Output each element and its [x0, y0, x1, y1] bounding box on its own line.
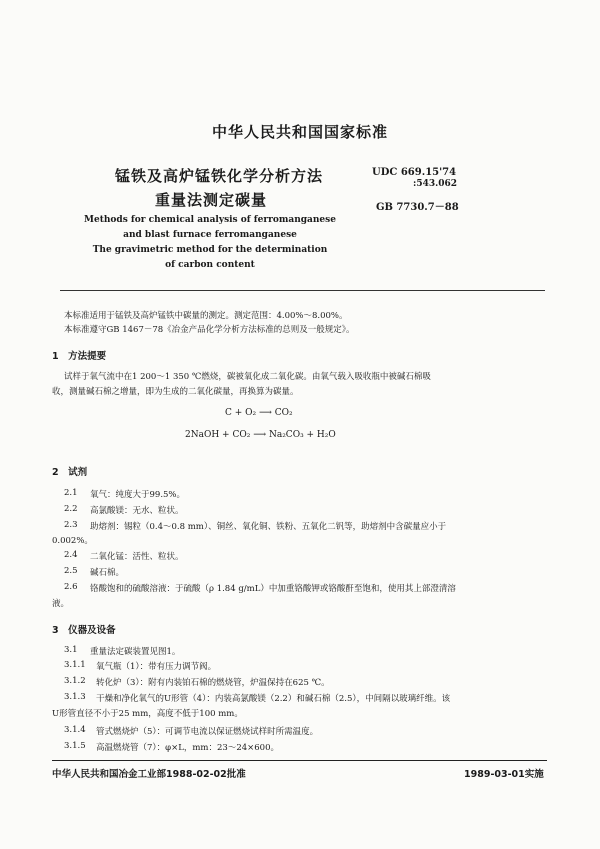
apparatus-item-text: 高温燃烧管（7）：φ×L，mm：23～24×600。: [96, 743, 279, 753]
apparatus-item-text: 重量法定碳装置见图1。: [90, 647, 181, 657]
section-heading-principle: 1 方法提要: [52, 351, 107, 362]
section-heading-reagents: 2 试剂: [52, 467, 88, 478]
reagent-item-text: 二氧化锰：活性、粒状。: [90, 552, 184, 562]
approval-statement: 中华人民共和国冶金工业部1988-02-02批准: [52, 769, 246, 780]
implementation-date: 1989-03-01实施: [464, 769, 544, 780]
apparatus-item-text: 干燥和净化氧气的U形管（4）：内装高氯酸镁（2.2）和碱石棉（2.5），中间隔以玻璃纤维。该: [96, 694, 451, 704]
udc-code-continued: :543.062: [413, 179, 458, 189]
reagent-item-number: 2.4: [64, 550, 78, 560]
apparatus-item-number: 3.1.3: [64, 692, 86, 702]
english-title-line: of carbon content: [165, 260, 255, 270]
footer-divider: [52, 760, 547, 761]
scope-paragraph: 本标准适用于锰铁及高炉锰铁中碳量的测定。测定范围：4.00%～8.00%。: [64, 311, 348, 321]
reagent-item-number: 2.6: [64, 582, 78, 592]
section-heading-apparatus: 3 仪器及设备: [52, 625, 116, 636]
header-divider: [60, 290, 545, 291]
english-title-line: and blast furnace ferromanganese: [123, 230, 297, 240]
reagent-item-text: 0.002%。: [52, 536, 93, 546]
apparatus-item-number: 3.1.5: [64, 741, 86, 751]
principle-text: 收，测量碱石棉之增量，即为生成的二氧化碳量，再换算为碳量。: [52, 387, 299, 397]
udc-code: UDC 669.15'74: [372, 167, 457, 178]
english-title-line: The gravimetric method for the determination: [92, 245, 328, 255]
principle-text: 试样于氧气流中在1 200～1 350 ℃燃烧，碳被氧化成二氧化碳。由氧气载入吸收瓶中被碱石棉吸: [64, 372, 431, 382]
apparatus-item-text: U形管直径不小于25 mm，高度不低于100 mm。: [52, 709, 243, 719]
reagent-item-number: 2.5: [64, 566, 78, 576]
document-title-line1: 锰铁及高炉锰铁化学分析方法: [115, 167, 324, 185]
reagent-item-text: 高氯酸镁：无水、粒状。: [90, 506, 184, 516]
reagent-item-text: 氧气：纯度大于99.5%。: [90, 490, 186, 500]
reagent-item-text: 铬酸饱和的硫酸溶液：于硫酸（ρ 1.84 g/mL）中加重铬酸钾或铬酸酐至饱和，使用其上部澄清溶: [90, 584, 456, 594]
apparatus-item-text: 管式燃烧炉（5）：可调节电流以保证燃烧试样时所需温度。: [96, 727, 319, 737]
compliance-paragraph: 本标准遵守GB 1467－78《冶金产品化学分析方法标准的总则及一般规定》。: [64, 325, 355, 335]
reaction-equation-2: 2NaOH + CO₂ ⟶ Na₂CO₃ + H₂O: [185, 430, 336, 440]
reagent-item-number: 2.2: [64, 504, 78, 514]
gb-number: GB 7730.7－88: [376, 202, 459, 213]
reagent-item-number: 2.3: [64, 520, 78, 530]
reagent-item-text: 碱石棉。: [90, 568, 125, 578]
reagent-item-text: 液。: [52, 599, 70, 609]
apparatus-item-number: 3.1: [64, 645, 78, 655]
reagent-item-number: 2.1: [64, 488, 78, 498]
apparatus-item-number: 3.1.2: [64, 676, 86, 686]
reaction-equation-1: C + O₂ ⟶ CO₂: [225, 408, 293, 418]
english-title-line: Methods for chemical analysis of ferromanganese: [84, 215, 336, 225]
apparatus-item-text: 转化炉（3）：附有内装铂石棉的燃烧管，炉温保持在625 ℃。: [96, 678, 330, 688]
apparatus-item-number: 3.1.4: [64, 725, 86, 735]
national-standard-heading: 中华人民共和国国家标准: [211, 123, 388, 141]
reagent-item-text: 助熔剂：锡粒（0.4～0.8 mm）、铜丝、氧化铜、铁粉、五氧化二钒等，助熔剂中含碳量应小于: [90, 522, 447, 532]
apparatus-item-number: 3.1.1: [64, 660, 86, 670]
apparatus-item-text: 氧气瓶（1）：带有压力调节阀。: [96, 662, 217, 672]
document-title-line2: 重量法测定碳量: [155, 191, 268, 209]
